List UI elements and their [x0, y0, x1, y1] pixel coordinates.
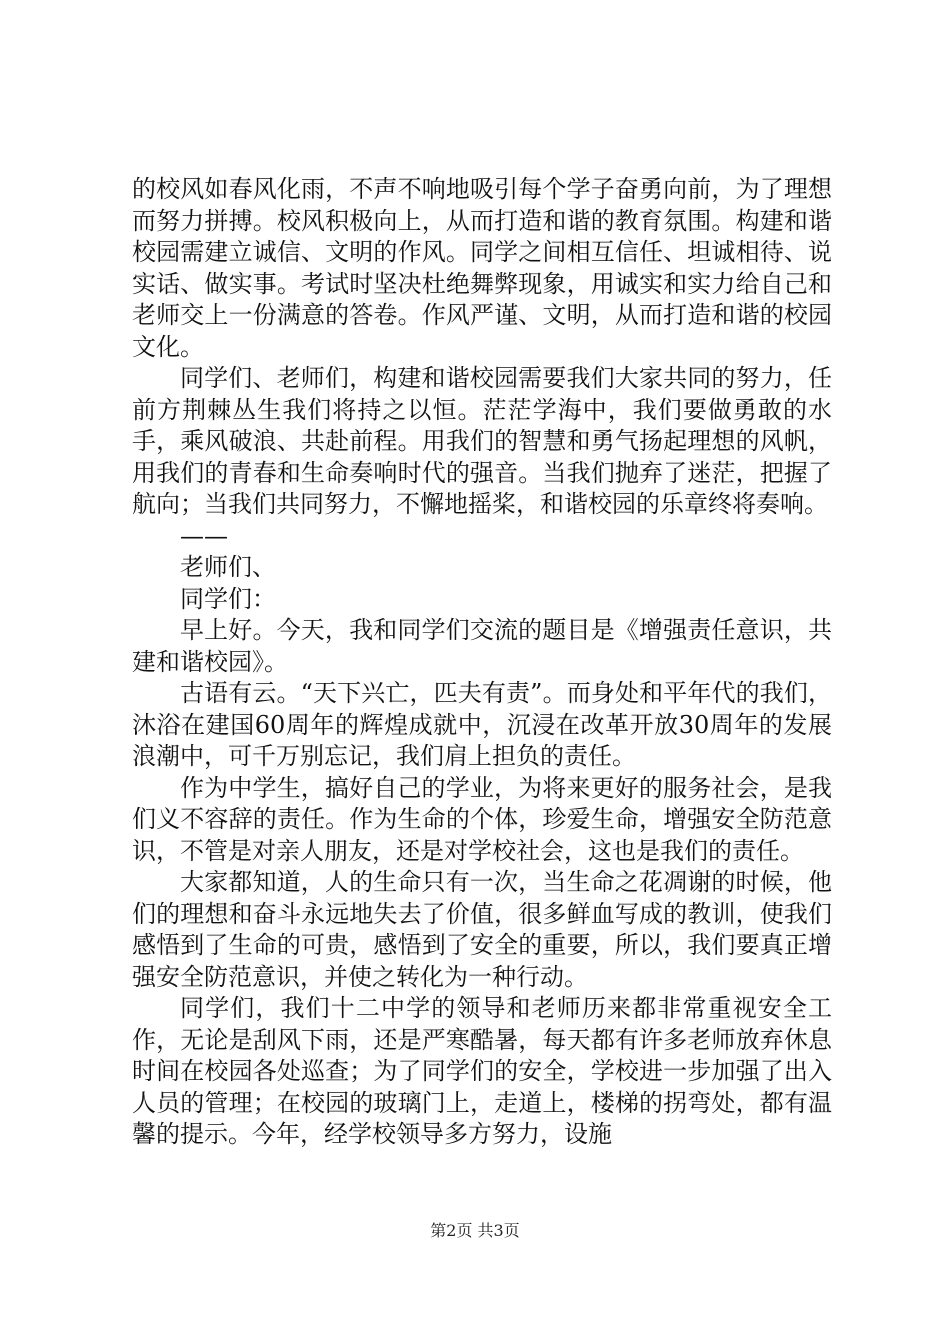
paragraph-greeting: 早上好。今天，我和同学们交流的题目是《增强责任意识，共建和谐校园》。 — [132, 616, 832, 676]
paragraph-life-value: 大家都知道，人的生命只有一次，当生命之花凋谢的时候，他们的理想和奋斗永远地失去了价值，很多鲜血写成的教训，使我们感悟到了生命的可贵，感悟到了安全的重要，所以，我们要真正增强安全防范意识，并使之转化为一种行动。 — [132, 868, 832, 991]
salutation-students: 同学们： — [180, 584, 276, 613]
salutation-teachers: 老师们、 — [180, 553, 276, 581]
section-separator: —— — [180, 521, 228, 550]
paragraph-student-duty: 作为中学生，搞好自己的学业，为将来更好的服务社会，是我们义不容辞的责任。作为生命的个体，珍爱生命，增强安全防范意识，不管是对亲人朋友，还是对学校社会，这也是我们的责任。 — [132, 773, 832, 865]
paragraph-joint-effort: 同学们、老师们，构建和谐校园需要我们大家共同的努力，任前方荆棘丛生我们将持之以恒。茫茫学海中，我们要做勇敢的水手，乘风破浪、共赴前程。用我们的智慧和勇气扬起理想的风帆，用我们的青春和生命奏响时代的强音。当我们抛弃了迷茫，把握了航向；当我们共同努力，不懈地摇桨，和谐校园的乐章终将奏响。 — [132, 364, 832, 518]
document-body — [132, 174, 832, 1151]
paragraph-school-spirit: 的校风如春风化雨，不声不响地吸引每个学子奋勇向前，为了理想而努力拼搏。校风积极向上，从而打造和谐的教育氛围。构建和谐校园需建立诚信、文明的作风。同学之间相互信任、坦诚相待、说实话、做实事。考试时坚决杜绝舞弊现象，用诚实和实力给自己和老师交上一份满意的答卷。作风严谨、文明，从而打造和谐的校园文化。 — [132, 175, 832, 361]
page-number-footer: 第2页 共3页 — [430, 1221, 520, 1240]
paragraph-proverb: 古语有云。“天下兴亡，匹夫有责”。而身处和平年代的我们，沐浴在建国60周年的辉煌成就中，沉浸在改革开放30周年的发展浪潮中，可千万别忘记，我们肩上担负的责任。 — [132, 679, 832, 770]
paragraph-school-safety: 同学们，我们十二中学的领导和老师历来都非常重视安全工作，无论是刮风下雨，还是严寒酷暑，每天都有许多老师放弃休息时间在校园各处巡查；为了同学们的安全，学校进一步加强了出入人员的管理；在校园的玻璃门上，走道上，楼梯的拐弯处，都有温馨的提示。今年，经学校领导多方努力，设施 — [132, 994, 832, 1148]
